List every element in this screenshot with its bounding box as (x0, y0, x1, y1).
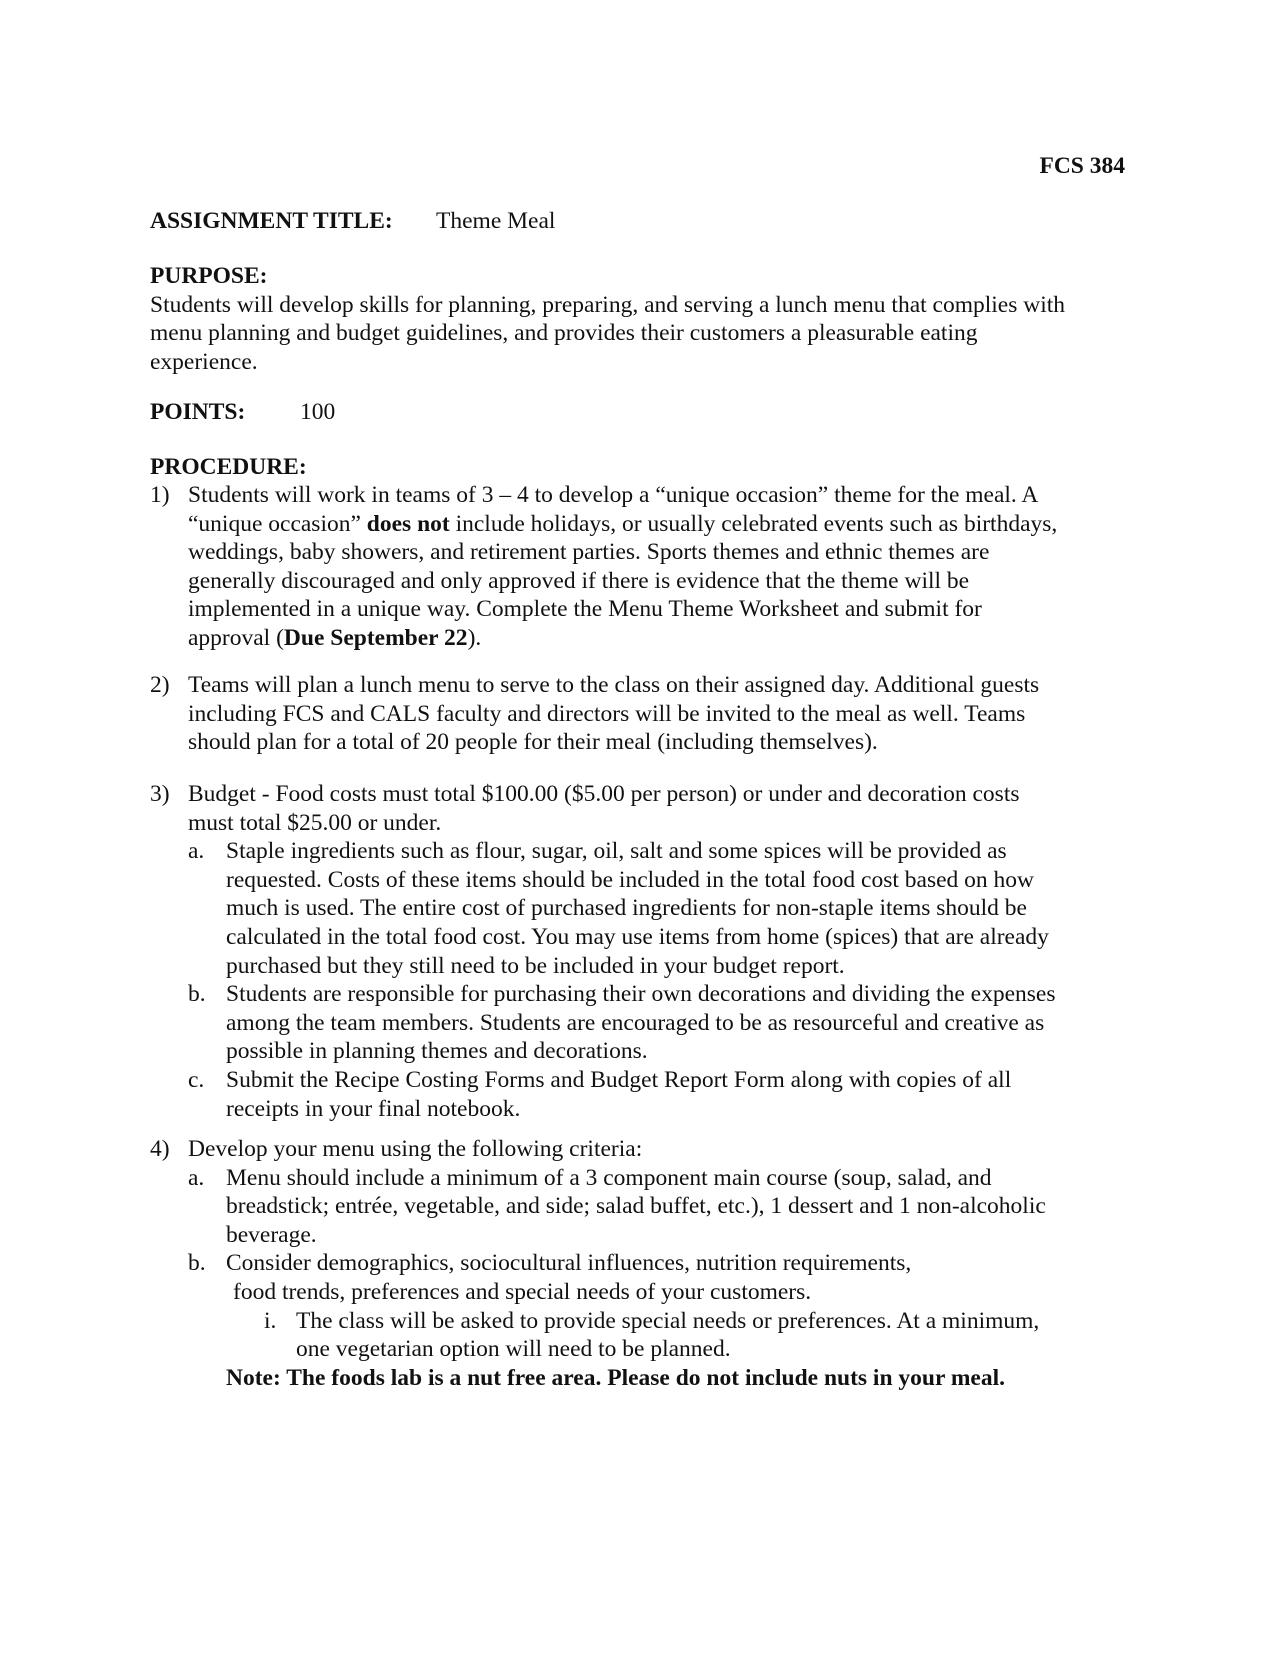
sub-line: breadstick; entrée, vegetable, and side; salad buffet, etc.), 1 dessert and 1 non-alcoholic (226, 1193, 1046, 1220)
item-line: Budget - Food costs must total $100.00 ($5.00 per person) or under and decoration costs (188, 781, 1020, 807)
sub-line: receipts in your final notebook. (226, 1095, 521, 1122)
sub-letter: a. (188, 1164, 205, 1191)
assignment-title-value: Theme Meal (436, 208, 556, 234)
emphasis-does-not: does not (366, 510, 450, 537)
sub-item-4a (188, 1164, 1140, 1250)
nut-free-note: Note: The foods lab is a nut free area. Please do not include nuts in your meal. (226, 1364, 1006, 1391)
procedure-heading (150, 453, 1135, 482)
sub-letter: a. (188, 838, 205, 865)
purpose-section (150, 262, 1135, 376)
purpose-label: PURPOSE: (150, 263, 268, 289)
sub-line: requested. Costs of these items should be included in the total food cost based on how (226, 866, 1034, 893)
item-number: 2) (150, 672, 170, 698)
sub-line: Students are responsible for purchasing their own decorations and dividing the expenses (226, 981, 1056, 1008)
procedure-label: PROCEDURE: (150, 454, 307, 480)
item-number: 3) (150, 781, 170, 807)
sub-letter: c. (188, 1066, 205, 1093)
item-line: Students will work in teams of 3 – 4 to develop a “unique occasion” theme for the meal. A (188, 482, 1039, 508)
sub-item-3a (188, 837, 1140, 980)
sub-item-3b (188, 980, 1140, 1066)
sub-letter: b. (188, 981, 206, 1008)
item-line: implemented in a unique way. Complete the Menu Theme Worksheet and submit for (188, 596, 982, 623)
item-line: Develop your menu using the following criteria: (188, 1136, 643, 1162)
item-line: “unique occasion” does not include holidays, or usually celebrated events such as birthdays, (188, 510, 1058, 537)
item-line: Teams will plan a lunch menu to serve to the class on their assigned day. Additional guests (188, 672, 1040, 698)
sub-item-4b-i (264, 1307, 1140, 1364)
sub-line: beverage. (226, 1221, 317, 1248)
sub-letter: b. (188, 1250, 206, 1277)
procedure-item-1 (150, 481, 1140, 653)
sub-line: Staple ingredients such as flour, sugar, oil, salt and some spices will be provided as (226, 838, 1007, 865)
points-value: 100 (300, 399, 336, 425)
course-code: FCS 384 (1039, 153, 1125, 179)
sub-letter: i. (264, 1307, 277, 1334)
sub-line: The class will be asked to provide special needs or preferences. At a minimum, (296, 1307, 1040, 1334)
item-line: approval (Due September 22). (188, 624, 482, 651)
sub-item-3c (188, 1066, 1140, 1123)
points-label: POINTS: (150, 399, 246, 425)
item-line: weddings, baby showers, and retirement parties. Sports themes and ethnic themes are (188, 539, 990, 566)
item-line: including FCS and CALS faculty and directors will be invited to the meal as well. Teams (188, 700, 1026, 727)
procedure-item-3 (150, 780, 1140, 1123)
sub-line: Submit the Recipe Costing Forms and Budget Report Form along with copies of all (226, 1066, 1012, 1093)
assignment-title-label: ASSIGNMENT TITLE: (150, 208, 393, 234)
due-date: Due September 22 (283, 624, 468, 651)
item-number: 1) (150, 482, 170, 508)
item-line: must total $25.00 or under. (188, 809, 442, 836)
sub-line: food trends, preferences and special needs of your customers. (233, 1278, 812, 1305)
item-line: should plan for a total of 20 people for their meal (including themselves). (188, 729, 878, 756)
assignment-title-row (150, 207, 555, 236)
points-row (150, 398, 335, 427)
sub-item-4b (188, 1249, 1140, 1306)
item-line: generally discouraged and only approved if there is evidence that the theme will be (188, 567, 970, 594)
sub-line: Consider demographics, sociocultural influences, nutrition requirements, (226, 1250, 912, 1277)
sub-line: among the team members. Students are encouraged to be as resourceful and creative as (226, 1009, 1045, 1036)
purpose-line: experience. (150, 348, 258, 375)
sub-line: purchased but they still need to be included in your budget report. (226, 952, 845, 979)
procedure-item-4 (150, 1135, 1140, 1392)
sub-line: possible in planning themes and decorations. (226, 1038, 648, 1065)
item-number: 4) (150, 1136, 170, 1162)
sub-line: one vegetarian option will need to be planned. (296, 1336, 731, 1363)
sub-line: calculated in the total food cost. You may use items from home (spices) that are already (226, 923, 1049, 950)
sub-line: Menu should include a minimum of a 3 component main course (soup, salad, and (226, 1164, 992, 1191)
purpose-line: Students will develop skills for planning, preparing, and serving a lunch menu that complies with (150, 291, 1066, 318)
purpose-line: menu planning and budget guidelines, and provides their customers a pleasurable eating (150, 320, 978, 347)
sub-line: much is used. The entire cost of purchased ingredients for non-staple items should be (226, 895, 1027, 922)
procedure-item-2 (150, 671, 1140, 757)
